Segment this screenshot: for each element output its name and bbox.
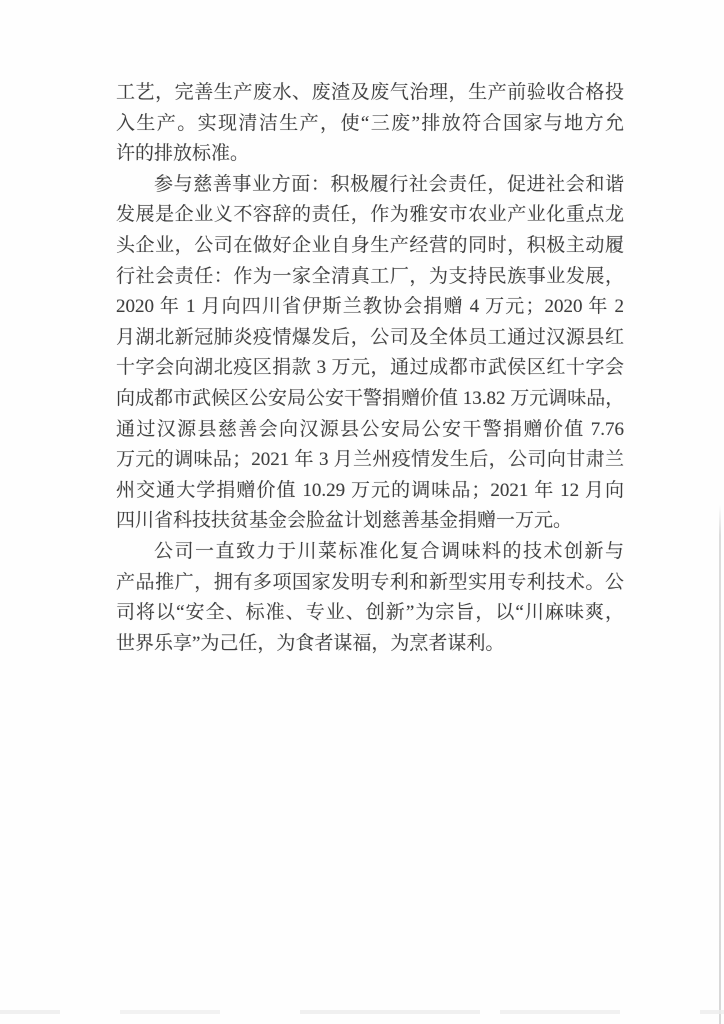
text-line: 州交通大学捐赠价值 10.29 万元的调味品；2021 年 12 月向 [116, 479, 624, 501]
text-line: 工艺，完善生产废水、废渣及废气治理，生产前验收合格投 [116, 82, 624, 103]
text-line: 参与慈善事业方面：积极履行社会责任，促进社会和谐 [154, 173, 624, 195]
text-line: 行社会责任：作为一家全清真工厂，为支持民族事业发展， [116, 265, 624, 287]
text-line: 2020 年 1 月向四川省伊斯兰教协会捐赠 4 万元；2020 年 2 [116, 296, 624, 318]
paragraph-charity [116, 170, 624, 537]
document-text-block [116, 78, 624, 659]
scan-bottom-edge-artifact [0, 1010, 724, 1014]
scan-right-edge-artifact [719, 505, 721, 1024]
text-line: 许的排放标准。 [116, 143, 250, 165]
text-line: 司将以“安全、标准、专业、创新”为宗旨，以“川麻味爽， [116, 602, 624, 624]
text-line: 产品推广，拥有多项国家发明专利和新型实用专利技术。公 [116, 571, 624, 593]
text-line: 入生产。实现清洁生产，使“三废”排放符合国家与地方允 [116, 112, 624, 134]
text-line: 万元的调味品；2021 年 3 月兰州疫情发生后，公司向甘肃兰 [116, 449, 624, 471]
text-line: 公司一直致力于川菜标准化复合调味料的技术创新与 [154, 540, 624, 562]
paragraph-production-process [116, 78, 624, 170]
text-line: 四川省科技扶贫基金会脸盆计划慈善基金捐赠一万元。 [116, 510, 573, 532]
text-line: 发展是企业义不容辞的责任，作为雅安市农业产业化重点龙 [116, 204, 624, 226]
text-line: 月湖北新冠肺炎疫情爆发后，公司及全体员工通过汉源县红 [116, 326, 624, 348]
text-line: 十字会向湖北疫区捐款 3 万元，通过成都市武侯区红十字会 [116, 357, 624, 379]
text-line: 世界乐享”为己任，为食者谋福，为烹者谋利。 [116, 632, 505, 654]
text-line: 向成都市武候区公安局公安干警捐赠价值 13.82 万元调味品， [116, 387, 625, 409]
paragraph-innovation [116, 537, 624, 659]
text-line: 通过汉源县慈善会向汉源县公安局公安干警捐赠价值 7.76 [116, 418, 624, 440]
text-line: 头企业，公司在做好企业自身生产经营的同时，积极主动履 [116, 234, 624, 256]
